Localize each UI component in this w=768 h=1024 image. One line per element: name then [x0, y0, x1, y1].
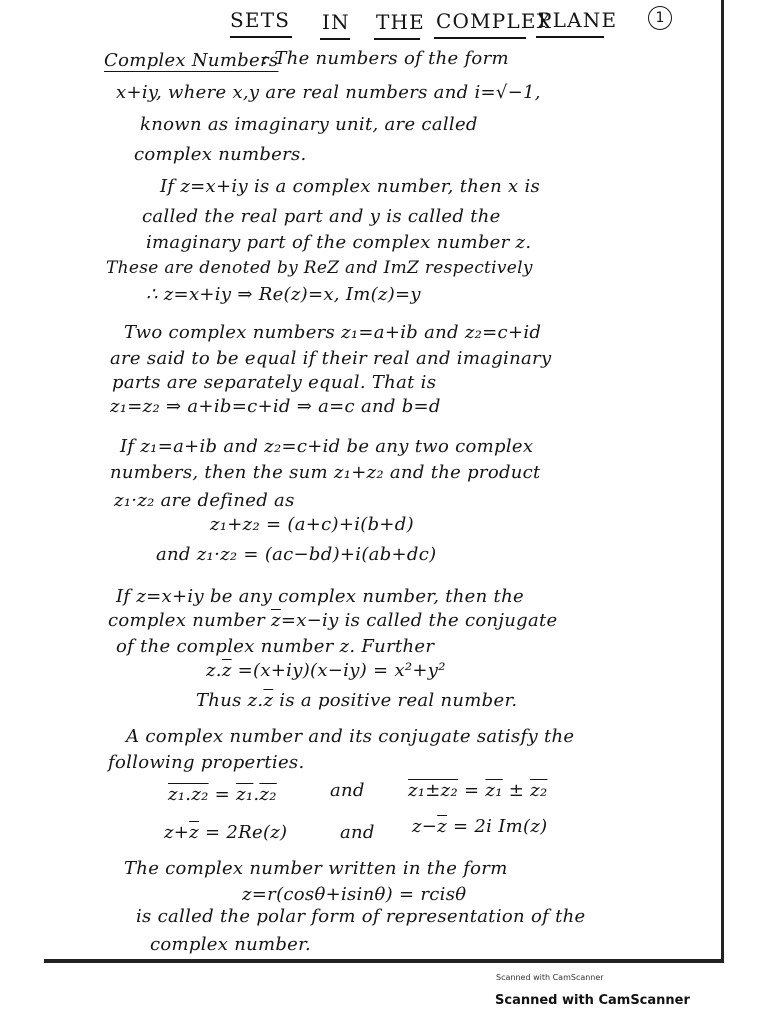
- property-sum-conjugate: z₁±z₂ = z₁ ± z₂: [408, 780, 548, 801]
- text-line: complex number $\overline{z}=x-iy$ is called the conjugate: [108, 610, 558, 631]
- text-line: parts are separately equal. That is: [112, 372, 437, 393]
- title-underline: [374, 38, 420, 40]
- conjugate-z: $\overline{z}$: [221, 660, 232, 681]
- text-line: following properties.: [108, 752, 305, 773]
- property-real-part: $z+\overline{z} = 2Re(z)$: [164, 822, 288, 843]
- text-line: A complex number and its conjugate satisfy the: [126, 726, 575, 747]
- text-line: complex number.: [150, 934, 312, 955]
- text-and: and: [340, 822, 375, 843]
- text-line: Two complex numbers z₁=a+ib and z₂=c+id: [124, 322, 542, 343]
- equation-line: $z.\overline{z} =(x+iy)(x-iy) = x^2+y^2$: [206, 660, 446, 681]
- text-line: Thus $z.\overline{z}$ is a positive real number.: [196, 690, 518, 711]
- title-underline: [536, 36, 604, 38]
- property-product-conjugate: z₁.z₂ = z₁.z₂: [168, 784, 277, 805]
- text-line: If z=x+iy is a complex number, then x is: [160, 176, 541, 197]
- text-line: If z₁=a+ib and z₂=c+id be any two complex: [120, 436, 534, 457]
- equation-line: and z₁·z₂ = (ac−bd)+i(ab+dc): [156, 544, 437, 565]
- title-word-in: IN: [322, 10, 350, 34]
- text-line: If z=x+iy be any complex number, then the: [116, 586, 524, 607]
- text-line: imaginary part of the complex number z.: [146, 232, 532, 253]
- text-line: is called the polar form of representation of the: [136, 906, 586, 927]
- title-word-complex: COMPLEX: [436, 9, 553, 33]
- scanner-watermark-large: Scanned with CamScanner: [495, 993, 690, 1008]
- text-and: and: [330, 780, 365, 801]
- text-line: of the complex number z. Further: [116, 636, 435, 657]
- equation-polar-form: z=r(cosθ+isinθ) = rcisθ: [242, 884, 467, 905]
- equation-line: z₁+z₂ = (a+c)+i(b+d): [210, 514, 414, 535]
- title-word-sets: SETS: [230, 8, 291, 32]
- equation-line: ∴ z=x+iy ⇒ Re(z)=x, Im(z)=y: [146, 284, 421, 305]
- conjugate-z: $\overline{z}$: [263, 690, 274, 711]
- text-line: called the real part and y is called the: [142, 206, 501, 227]
- title-underline: [320, 38, 350, 40]
- text-line: x+iy, where x,y are real numbers and i=√−1,: [116, 82, 541, 103]
- text-line: numbers, then the sum z₁+z₂ and the product: [110, 462, 541, 483]
- property-imag-part: $z-\overline{z} = 2i$ Im(z): [412, 816, 548, 837]
- text-line: known as imaginary unit, are called: [140, 114, 478, 135]
- title-underline: [434, 37, 526, 39]
- conjugate-z: $\overline{z}$: [271, 610, 281, 631]
- text-line: are said to be equal if their real and imaginary: [110, 348, 552, 369]
- equation-line: z₁=z₂ ⇒ a+ib=c+id ⇒ a=c and b=d: [110, 396, 441, 417]
- text-line: These are denoted by ReZ and ImZ respectively: [106, 258, 533, 278]
- title-underline: [230, 36, 292, 38]
- text-line: The complex number written in the form: [124, 858, 508, 879]
- scanner-watermark-small: Scanned with CamScanner: [496, 973, 604, 982]
- title-word-the: THE: [376, 10, 425, 34]
- page-number-circle: 1: [648, 6, 672, 30]
- text-line: complex numbers.: [134, 144, 307, 165]
- text-line: : The numbers of the form: [262, 48, 509, 69]
- title-word-plane: PLANE: [538, 8, 618, 32]
- label-complex-numbers: Complex Numbers: [104, 50, 279, 71]
- text-line: z₁·z₂ are defined as: [114, 490, 295, 511]
